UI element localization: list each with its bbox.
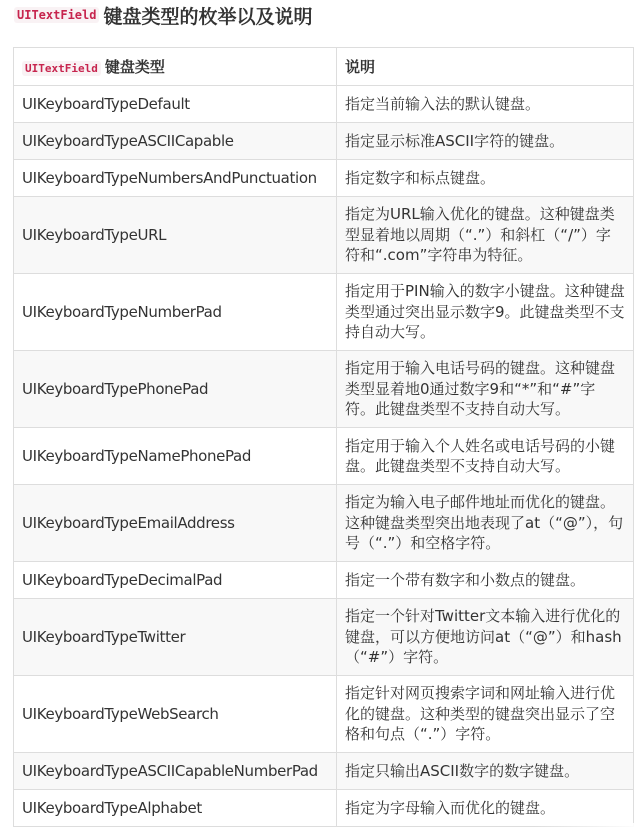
keyboard-type-description: 指定只输出ASCII数字的数字键盘。 (337, 753, 634, 790)
keyboard-type-name: UIKeyboardTypeEmailAddress (14, 485, 337, 562)
table-row (14, 351, 634, 428)
keyboard-type-description: 指定显示标准ASCII字符的键盘。 (337, 123, 634, 160)
keyboard-type-name: UIKeyboardTypePhonePad (14, 351, 337, 428)
table-row (14, 676, 634, 753)
keyboard-type-name: UIKeyboardTypeDefault (14, 86, 337, 123)
keyboard-type-description: 指定用于输入个人姓名或电话号码的小键盘。此键盘类型不支持自动大写。 (337, 428, 634, 485)
keyboard-type-description: 指定数字和标点键盘。 (337, 160, 634, 197)
header-description: 说明 (337, 48, 634, 86)
table-row (14, 160, 634, 197)
keyboard-type-table (13, 47, 634, 827)
bottom-fade (533, 823, 643, 835)
keyboard-type-name: UIKeyboardTypeNamePhonePad (14, 428, 337, 485)
page-title (14, 0, 313, 30)
keyboard-type-description: 指定为字母输入而优化的键盘。 (337, 790, 634, 827)
keyboard-type-name: UIKeyboardTypeURL (14, 197, 337, 274)
keyboard-type-description: 指定为输入电子邮件地址而优化的键盘。这种键盘类型突出地表现了at（“@”），句号（“.”）和空格字符。 (337, 485, 634, 562)
header-keyboard-type (14, 48, 337, 86)
keyboard-type-description: 指定用于PIN输入的数字小键盘。这种键盘类型通过突出显示数字9。此键盘类型不支持自动大写。 (337, 274, 634, 351)
keyboard-type-description: 指定为URL输入优化的键盘。这种键盘类型显着地以周期（“.”）和斜杠（“/”）字符和“.com”字符串为特征。 (337, 197, 634, 274)
keyboard-type-name: UIKeyboardTypeTwitter (14, 599, 337, 676)
header-code-label: UITextField (22, 61, 101, 76)
keyboard-type-name: UIKeyboardTypeASCIICapableNumberPad (14, 753, 337, 790)
header-keyboard-type-text: 键盘类型 (104, 58, 165, 76)
table-row (14, 274, 634, 351)
table-row (14, 790, 634, 827)
table-row (14, 197, 634, 274)
keyboard-type-name: UIKeyboardTypeDecimalPad (14, 562, 337, 599)
table-row (14, 485, 634, 562)
keyboard-type-description: 指定一个针对Twitter文本输入进行优化的键盘，可以方便地访问at（“@”）和hash（“#”）字符。 (337, 599, 634, 676)
keyboard-type-name: UIKeyboardTypeWebSearch (14, 676, 337, 753)
keyboard-type-description: 指定用于输入电话号码的键盘。这种键盘类型显着地0通过数字9和“*”和“#”字符。此键盘类型不支持自动大写。 (337, 351, 634, 428)
table-row (14, 86, 634, 123)
table-row (14, 123, 634, 160)
title-code-label: UITextField (14, 7, 99, 23)
table-row (14, 562, 634, 599)
table-row (14, 753, 634, 790)
keyboard-type-description: 指定一个带有数字和小数点的键盘。 (337, 562, 634, 599)
keyboard-type-description: 指定当前输入法的默认键盘。 (337, 86, 634, 123)
keyboard-type-name: UIKeyboardTypeAlphabet (14, 790, 337, 827)
keyboard-type-description: 指定针对网页搜索字词和网址输入进行优化的键盘。这种类型的键盘突出显示了空格和句点（“.”）字符。 (337, 676, 634, 753)
table-row (14, 599, 634, 676)
keyboard-type-name: UIKeyboardTypeASCIICapable (14, 123, 337, 160)
keyboard-type-name: UIKeyboardTypeNumbersAndPunctuation (14, 160, 337, 197)
table-row (14, 428, 634, 485)
keyboard-type-name: UIKeyboardTypeNumberPad (14, 274, 337, 351)
title-text: 键盘类型的枚举以及说明 (103, 5, 313, 28)
table-header-row (14, 48, 634, 86)
